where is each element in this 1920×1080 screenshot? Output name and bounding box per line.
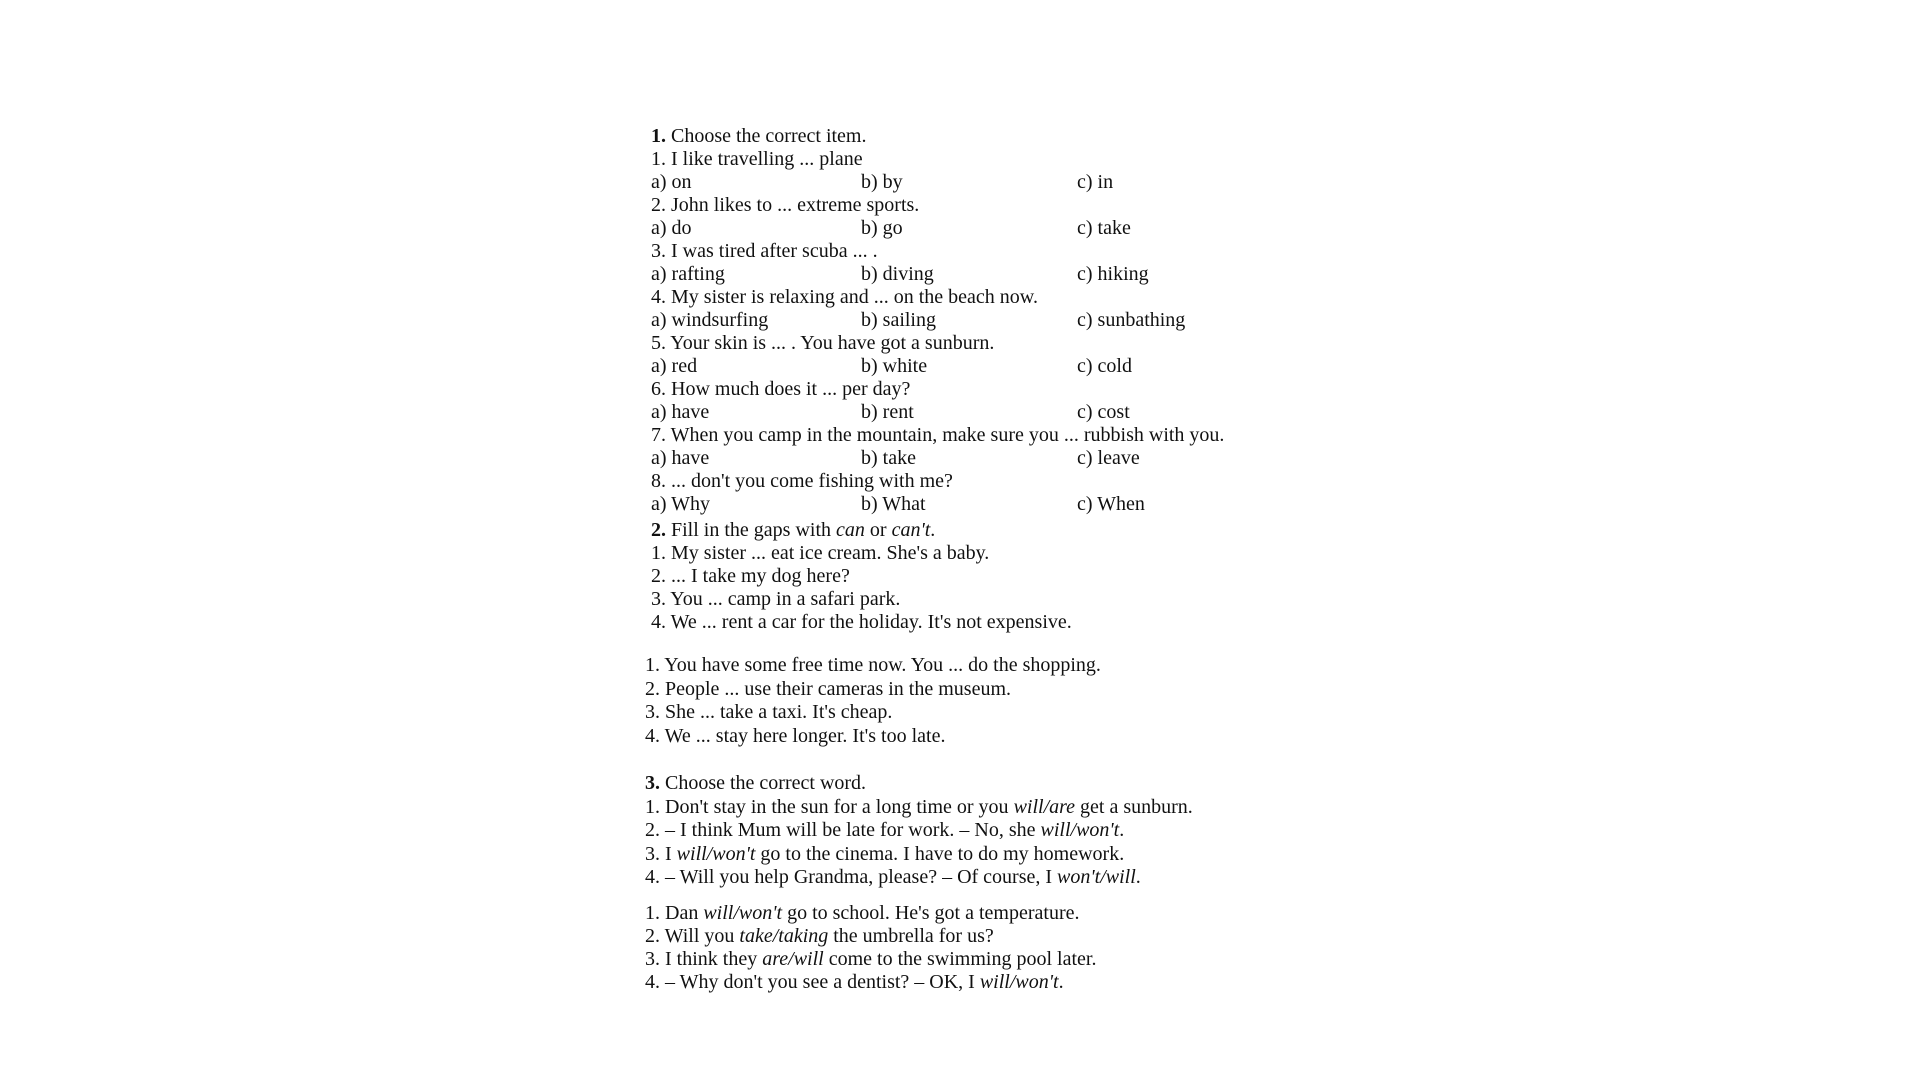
section-2-group-b xyxy=(645,654,1345,748)
item-text: get a sunburn. xyxy=(1075,795,1193,818)
section-2-title-cant: can't xyxy=(891,519,931,541)
list-item: 4. We ... rent a car for the holiday. It's not expensive. xyxy=(651,611,1072,633)
question-options xyxy=(651,309,1351,332)
option-a: a) rafting xyxy=(651,263,725,285)
item-choice: will/won't xyxy=(676,842,756,865)
option-a: a) Why xyxy=(651,493,711,515)
question-text: 3. I was tired after scuba ... . xyxy=(651,240,878,262)
option-c: c) cost xyxy=(1077,401,1130,423)
list-item: 4. We ... stay here longer. It's too late. xyxy=(645,724,946,747)
item-choice: will/are xyxy=(1013,795,1076,818)
option-b: b) sailing xyxy=(861,309,936,331)
list-item: 3. You ... camp in a safari park. xyxy=(651,588,901,610)
question-text: 2. John likes to ... extreme sports. xyxy=(651,194,920,216)
list-item: 2. People ... use their cameras in the museum. xyxy=(645,677,1012,700)
question-options xyxy=(651,263,1351,286)
option-c: c) sunbathing xyxy=(1077,309,1186,331)
question-text: 7. When you camp in the mountain, make sure you ... rubbish with you. xyxy=(651,424,1225,446)
question-text: 8. ... don't you come fishing with me? xyxy=(651,470,953,492)
option-b: b) white xyxy=(861,355,928,377)
section-3-title: Choose the correct word. xyxy=(665,772,867,794)
list-item xyxy=(645,971,1345,994)
section-3-number: 3. xyxy=(645,772,660,794)
list-item xyxy=(645,866,1345,890)
item-text: come to the swimming pool later. xyxy=(823,948,1097,970)
item-choice: are/will xyxy=(762,948,824,970)
item-choice: will/won't xyxy=(979,971,1059,993)
item-text: . xyxy=(1058,971,1064,993)
item-choice: will/won't xyxy=(1040,819,1120,841)
section-1 xyxy=(651,125,1351,634)
section-2-title-pre: Fill in the gaps with xyxy=(671,519,836,541)
list-item xyxy=(645,819,1345,843)
option-b: b) What xyxy=(861,493,926,515)
option-a: a) windsurfing xyxy=(651,309,769,331)
option-a: a) have xyxy=(651,447,710,469)
option-a: a) on xyxy=(651,171,692,193)
question-options xyxy=(651,355,1351,378)
section-2-title-mid: or xyxy=(864,519,892,541)
option-c: c) cold xyxy=(1077,355,1132,377)
list-item xyxy=(645,948,1345,971)
list-item: 3. She ... take a taxi. It's cheap. xyxy=(645,701,893,723)
question-text: 5. Your skin is ... . You have got a sunburn. xyxy=(651,332,995,354)
section-3-group-b xyxy=(645,902,1345,994)
item-text: 1. Dan xyxy=(645,902,704,924)
section-1-heading xyxy=(651,125,1351,148)
option-a: a) red xyxy=(651,355,698,377)
list-item xyxy=(645,925,1345,948)
item-text: 4. – Will you help Grandma, please? – Of course, I xyxy=(645,866,1058,888)
option-c: c) leave xyxy=(1077,447,1140,469)
question-text: 6. How much does it ... per day? xyxy=(651,378,911,400)
option-b: b) rent xyxy=(861,401,914,423)
section-2-title-end: . xyxy=(930,519,936,541)
question-options xyxy=(651,217,1351,240)
item-text: the umbrella for us? xyxy=(828,925,994,947)
option-b: b) by xyxy=(861,171,903,193)
item-text: 3. I think they xyxy=(645,948,763,970)
item-text: 1. Don't stay in the sun for a long time or you xyxy=(645,795,1014,818)
list-item: 2. ... I take my dog here? xyxy=(651,565,850,587)
item-choice: won't/will xyxy=(1057,866,1136,888)
item-text: . xyxy=(1135,866,1141,888)
item-text: 3. I xyxy=(645,842,677,865)
item-text: 4. – Why don't you see a dentist? – OK, I xyxy=(645,971,980,993)
option-b: b) diving xyxy=(861,263,934,285)
option-c: c) in xyxy=(1077,171,1114,193)
section-1-title: Choose the correct item. xyxy=(671,125,867,147)
option-c: c) take xyxy=(1077,217,1131,239)
section-3 xyxy=(645,772,1345,890)
question-options xyxy=(651,171,1351,194)
item-text: . xyxy=(1119,819,1125,841)
question-text: 1. I like travelling ... plane xyxy=(651,148,863,170)
list-item xyxy=(645,796,1345,820)
question-options xyxy=(651,401,1351,424)
question-options xyxy=(651,447,1351,470)
section-2-number: 2. xyxy=(651,519,666,541)
question-text: 4. My sister is relaxing and ... on the beach now. xyxy=(651,286,1038,308)
section-2-title-can: can xyxy=(836,519,865,541)
section-3-heading xyxy=(645,772,1345,796)
item-text: 2. Will you xyxy=(645,925,740,947)
list-item: 1. My sister ... eat ice cream. She's a baby. xyxy=(651,542,990,564)
section-1-number: 1. xyxy=(651,125,666,147)
option-b: b) take xyxy=(861,447,916,469)
section-2-heading xyxy=(651,519,1351,542)
item-choice: take/taking xyxy=(739,925,829,947)
list-item: 1. You have some free time now. You ... do the shopping. xyxy=(645,654,1101,676)
option-c: c) hiking xyxy=(1077,263,1149,285)
option-c: c) When xyxy=(1077,493,1145,515)
item-text: go to the cinema. I have to do my homework. xyxy=(755,842,1125,865)
option-a: a) have xyxy=(651,401,710,423)
question-options xyxy=(651,493,1351,516)
item-text: go to school. He's got a temperature. xyxy=(782,902,1080,924)
list-item xyxy=(645,843,1345,867)
item-choice: will/won't xyxy=(703,902,783,924)
list-item xyxy=(645,902,1345,925)
option-b: b) go xyxy=(861,217,903,239)
item-text: 2. – I think Mum will be late for work. – No, she xyxy=(645,819,1041,841)
option-a: a) do xyxy=(651,217,692,239)
